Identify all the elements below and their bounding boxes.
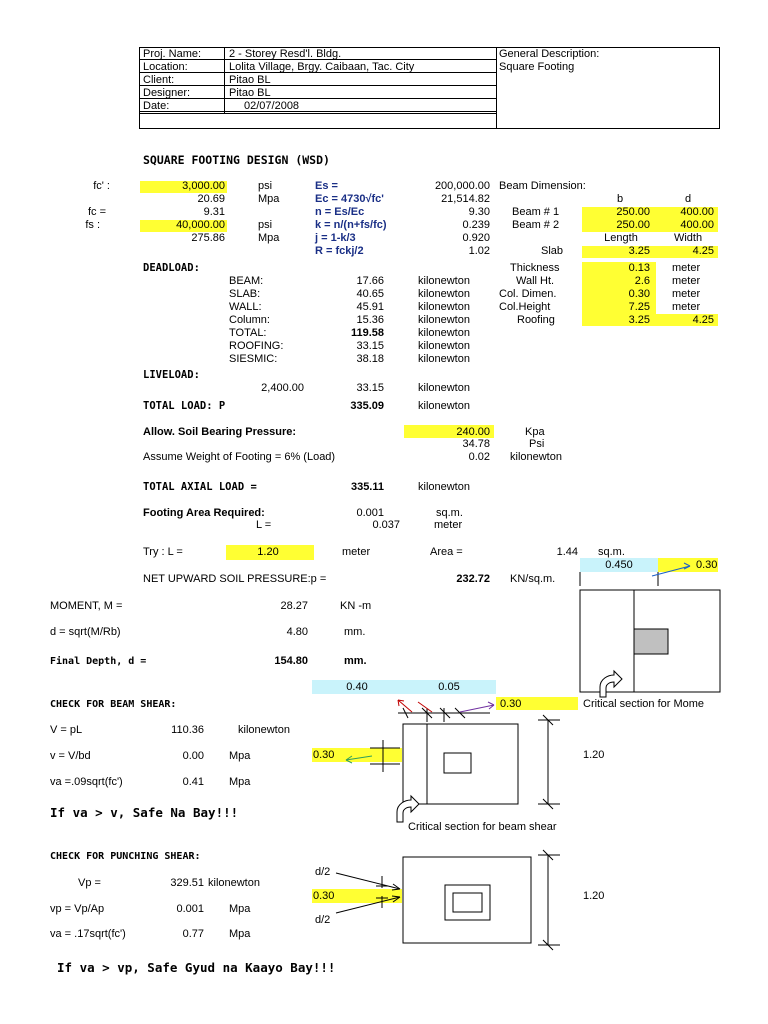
total-axial-unit: kilonewton [418, 481, 470, 493]
wall-height-label: Wall Ht. [516, 275, 555, 287]
header-label: Date: [143, 100, 170, 112]
unit-meter: meter [672, 301, 701, 313]
beam1-d: 400.00 [680, 206, 714, 218]
beam2-label: Beam # 2 [512, 219, 560, 231]
beam-shear-diagram [370, 708, 560, 809]
arrow-icon [684, 563, 690, 569]
beam1-label: Beam # 1 [512, 206, 560, 218]
final-depth-unit: mm. [344, 655, 367, 667]
liveload-unit: kilonewton [418, 382, 470, 394]
liveload-title: LIVELOAD: [143, 369, 200, 381]
fs-mpa: 275.86 [191, 232, 225, 244]
header-label: Proj. Name: [143, 48, 202, 60]
assume-weight-unit: kilonewton [510, 451, 562, 463]
try-value: 1.20 [257, 546, 279, 558]
deadload-value: 38.18 [356, 353, 384, 365]
net-upward-value: 232.72 [456, 573, 490, 585]
beam-dimension-title: Beam Dimension: [499, 180, 586, 192]
general-description-value: Square Footing [499, 61, 575, 73]
punch-dimension: 1.20 [583, 890, 605, 902]
fc2-label: fc = [87, 206, 106, 218]
Vp-value: 329.51 [170, 877, 204, 889]
col-dimension-label: Col. Dimen. [499, 288, 557, 300]
final-depth-label: Final Depth, d = [50, 656, 147, 667]
header-label: Designer: [143, 87, 191, 99]
unit-mpa: Mpa [258, 232, 280, 244]
deadload-unit: kilonewton [418, 327, 470, 339]
k-label: k = n/(n+fs/fc) [315, 219, 387, 231]
r-value: 1.02 [468, 245, 490, 257]
V-unit: kilonewton [238, 724, 290, 736]
L-label: L = [256, 519, 272, 531]
deadload-value: 40.65 [356, 288, 384, 300]
net-cyan-value: 0.450 [605, 559, 633, 571]
total-axial-value: 335.11 [350, 481, 384, 493]
final-depth-value: 154.80 [274, 655, 308, 667]
thickness-label: Thickness [510, 262, 560, 274]
vp-unit: Mpa [229, 903, 251, 915]
col-height-value: 7.25 [628, 301, 650, 313]
footing-area-unit: sq.m. [436, 507, 463, 519]
total-load-unit: kilonewton [418, 400, 470, 412]
deadload-unit: kilonewton [418, 301, 470, 313]
deadload-value: 17.66 [356, 275, 384, 287]
arrow-icon [652, 566, 690, 576]
header-value: 2 - Storey Resd'l. Bldg. [229, 48, 342, 60]
d-half-top: d/2 [315, 866, 331, 878]
d-value: 4.80 [286, 626, 308, 638]
liveload-value: 33.15 [356, 382, 384, 394]
V-label: V = pL [50, 724, 83, 736]
wall-height-value: 2.6 [634, 275, 650, 287]
critical-beam-shear-label: Critical section for beam shear [408, 821, 557, 833]
es-value: 200,000.00 [434, 180, 490, 192]
moment-label: MOMENT, M = [50, 600, 123, 612]
roofing-label: Roofing [517, 314, 555, 326]
arrow-icon [600, 671, 622, 697]
area-unit: sq.m. [598, 546, 625, 558]
vp-label: vp = Vp/Ap [50, 903, 105, 915]
header-label: Client: [143, 74, 175, 86]
soil-bearing-psi: 34.78 [462, 438, 490, 450]
general-description-label: General Description: [499, 48, 600, 60]
moment-unit: KN -m [340, 600, 372, 612]
Vp-label: Vp = [78, 877, 101, 889]
moment-value: 28.27 [280, 600, 308, 612]
slab-label: Slab [541, 245, 564, 257]
d-unit: mm. [344, 626, 366, 638]
footing-area-label: Footing Area Required: [143, 507, 265, 519]
arrow-icon [336, 873, 400, 889]
deadload-label: SLAB: [229, 288, 261, 300]
beam-shear-safe-text: If va > v, Safe Na Bay!!! [50, 805, 239, 820]
deadload-value: 15.36 [356, 314, 384, 326]
deadload-label: TOTAL: [229, 327, 267, 339]
net-highlight-value: 0.30 [696, 559, 718, 571]
unit-meter: meter [672, 275, 701, 287]
page-title: SQUARE FOOTING DESIGN (WSD) [143, 153, 330, 167]
try-unit: meter [342, 546, 371, 558]
v-value: 0.00 [182, 750, 204, 762]
header-label: Location: [143, 61, 188, 73]
col-height-label: Col.Height [499, 301, 551, 313]
beam1-b: 250.00 [616, 206, 650, 218]
soil-bearing-kpa: 240.00 [456, 426, 490, 438]
punch-va-unit: Mpa [229, 928, 251, 940]
net-upward-unit: KN/sq.m. [510, 573, 556, 585]
k-value: 0.239 [462, 219, 490, 231]
fc-psi: 3,000.00 [182, 180, 225, 192]
soil-bearing-label: Allow. Soil Bearing Pressure: [143, 426, 297, 438]
punching-shear-diagram [376, 850, 560, 950]
j-value: 0.920 [462, 232, 490, 244]
header-value: Lolita Village, Brgy. Caibaan, Tac. City [229, 61, 415, 73]
header-value: Pitao BL [229, 87, 271, 99]
deadload-label: BEAM: [229, 275, 264, 287]
fs-psi: 40,000.00 [176, 219, 225, 231]
deadload-value: 45.91 [356, 301, 384, 313]
assume-weight-label: Assume Weight of Footing = 6% (Load) [143, 451, 336, 463]
unit-meter: meter [672, 262, 701, 274]
v-label: v = V/bd [50, 750, 91, 762]
beam-shear-cyan-2: 0.05 [438, 681, 460, 693]
beam-shear-title: CHECK FOR BEAM SHEAR: [50, 699, 177, 710]
area-value: 1.44 [556, 546, 578, 558]
ec-label: Ec = 4730√fc' [315, 193, 384, 205]
deadload-label: Column: [229, 314, 270, 326]
r-label: R = fckj/2 [315, 245, 364, 257]
v-unit: Mpa [229, 750, 251, 762]
beam-b-header: b [616, 193, 624, 205]
arrow-icon [397, 796, 419, 822]
unit-mpa: Mpa [258, 193, 280, 205]
footing-area-value: 0.001 [356, 507, 384, 519]
moment-section-diagram [580, 572, 720, 692]
d-label: d = sqrt(M/Rb) [50, 626, 121, 638]
roofing-length: 3.25 [628, 314, 650, 326]
punch-safe-text: If va > vp, Safe Gyud na Kaayo Bay!!! [57, 960, 336, 975]
deadload-unit: kilonewton [418, 314, 470, 326]
length-header: Length [604, 232, 638, 244]
es-label: Es = [315, 180, 338, 192]
try-label: Try : L = [143, 546, 183, 558]
fc-label: fc' : [93, 180, 110, 192]
deadload-label: SIESMIC: [229, 353, 278, 365]
area-label: Area = [430, 546, 463, 558]
total-load-label: TOTAL LOAD: P [143, 400, 226, 412]
deadload-value: 33.15 [356, 340, 384, 352]
punch-va-label: va = .17sqrt(fc') [50, 928, 126, 940]
deadload-label: ROOFING: [229, 340, 284, 352]
total-load-value: 335.09 [350, 400, 384, 412]
slab-length: 3.25 [628, 245, 650, 257]
n-label: n = Es/Ec [315, 206, 365, 218]
j-label: j = 1-k/3 [315, 232, 356, 244]
unit-meter: meter [672, 288, 701, 300]
beam2-d: 400.00 [680, 219, 714, 231]
beam2-b: 250.00 [616, 219, 650, 231]
Vp-unit: kilonewton [208, 877, 260, 889]
punch-va-value: 0.77 [182, 928, 204, 940]
punch-highlight: 0.30 [313, 890, 335, 902]
total-axial-label: TOTAL AXIAL LOAD = [143, 481, 257, 493]
L-value: 0.037 [372, 519, 400, 531]
deadload-unit: kilonewton [418, 353, 470, 365]
beam-shear-dimension: 1.20 [583, 749, 605, 761]
fc2-value: 9.31 [203, 206, 225, 218]
n-value: 9.30 [468, 206, 490, 218]
deadload-unit: kilonewton [418, 340, 470, 352]
critical-moment-label: Critical section for Mome [583, 698, 705, 710]
assume-weight-value: 0.02 [468, 451, 490, 463]
arrow-icon [398, 700, 412, 712]
deadload-label: WALL: [229, 301, 262, 313]
beam-shear-cyan-1: 0.40 [346, 681, 368, 693]
slab-width: 4.25 [692, 245, 714, 257]
vp-value: 0.001 [176, 903, 204, 915]
unit-psi: psi [258, 219, 273, 231]
beam-shear-highlight-2: 0.30 [313, 749, 335, 761]
d-half-bottom: d/2 [315, 914, 331, 926]
va-label: va =.09sqrt(fc') [50, 776, 123, 788]
roofing-width: 4.25 [692, 314, 714, 326]
V-value: 110.36 [171, 724, 204, 736]
deadload-unit: kilonewton [418, 275, 470, 287]
ec-value: 21,514.82 [441, 193, 490, 205]
arrow-icon [336, 897, 400, 913]
unit-kpa: Kpa [525, 426, 545, 438]
header-value: Pitao BL [229, 74, 271, 86]
deadload-unit: kilonewton [418, 288, 470, 300]
width-header: Width [673, 232, 703, 244]
deadload-total-value: 119.58 [350, 327, 384, 339]
unit-psi: Psi [529, 438, 545, 450]
net-upward-label: NET UPWARD SOIL PRESSURE:p = [143, 573, 327, 585]
va-value: 0.41 [182, 776, 204, 788]
punching-shear-title: CHECK FOR PUNCHING SHEAR: [50, 851, 201, 862]
col-dimension-value: 0.30 [628, 288, 650, 300]
fc-mpa: 20.69 [197, 193, 225, 205]
fs-label: fs : [85, 219, 100, 231]
L-unit: meter [434, 519, 463, 531]
va-unit: Mpa [229, 776, 251, 788]
unit-psi: psi [258, 180, 273, 192]
deadload-title: DEADLOAD: [143, 262, 200, 274]
thickness-value: 0.13 [628, 262, 650, 274]
header-value: 02/07/2008 [244, 100, 300, 112]
beam-d-header: d [684, 193, 692, 205]
beam-shear-highlight: 0.30 [500, 698, 522, 710]
liveload-area: 2,400.00 [261, 382, 304, 394]
